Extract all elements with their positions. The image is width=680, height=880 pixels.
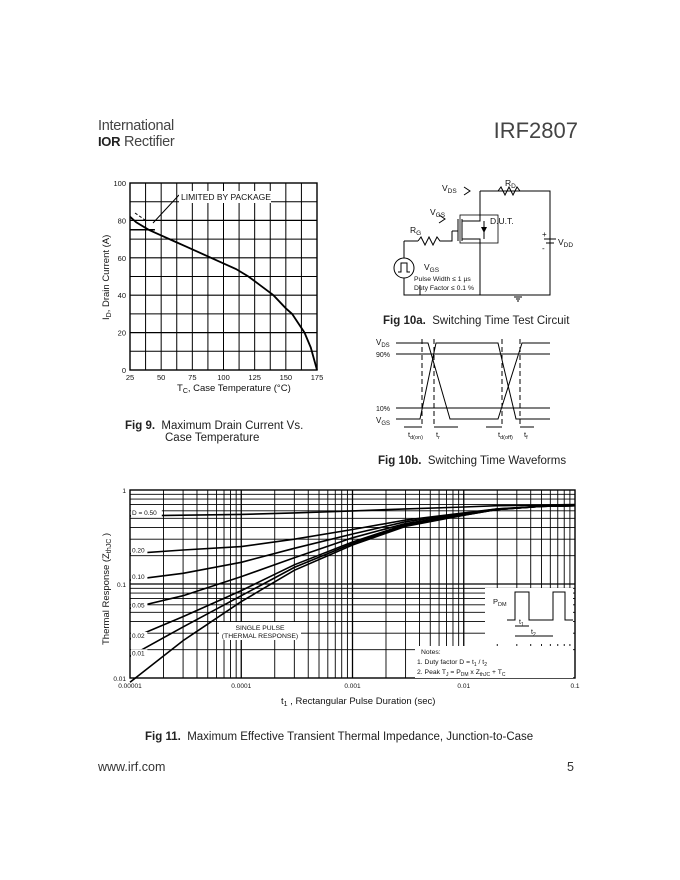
wf-label-90: 90% bbox=[376, 352, 391, 359]
footer-page-number: 5 bbox=[567, 760, 574, 774]
fig10b-caption-label: Fig 10b. bbox=[378, 455, 422, 467]
fig9-xtick: 175 bbox=[310, 373, 324, 382]
fig11-xtick: 0.001 bbox=[344, 683, 361, 690]
ior-mark: IOR bbox=[98, 134, 121, 149]
pulse-inset-pdm: $P_{DM}$ bbox=[493, 597, 507, 608]
fig9-xtick: 100 bbox=[217, 373, 230, 382]
fig9-annotation-line bbox=[153, 195, 179, 223]
fig9-annotation: LIMITED BY PACKAGE bbox=[181, 192, 271, 202]
fig9-xtick: 150 bbox=[279, 373, 293, 382]
fig9-xtick: 125 bbox=[248, 373, 261, 382]
notes-title: Notes: bbox=[421, 649, 441, 656]
pulse-inset-t1-label: $t_1$ bbox=[519, 619, 524, 628]
label-vds: $V_{DS}$ bbox=[442, 183, 457, 195]
fig11-series-label: 0.20 bbox=[132, 547, 145, 555]
fig10a-caption-text: Switching Time Test Circuit bbox=[432, 315, 570, 327]
fig11-series-labels bbox=[131, 509, 162, 657]
pulse-symbol bbox=[398, 263, 410, 272]
fig9-ytick: 40 bbox=[117, 291, 126, 301]
fig11-xtick: 0.00001 bbox=[118, 683, 142, 690]
fig9-grid bbox=[130, 183, 317, 370]
fig9-xtick: 50 bbox=[156, 373, 166, 382]
wf-label-tdon: $t_{d(on)}$ bbox=[408, 430, 423, 441]
label-pulse-vgs: $V_{GS}$ bbox=[424, 262, 440, 274]
fig9-ytick: 60 bbox=[117, 253, 126, 263]
part-number: IRF2807 bbox=[493, 118, 578, 143]
single-pulse-label-1: SINGLE PULSE bbox=[235, 625, 285, 632]
fig11-caption bbox=[145, 731, 533, 743]
diode-triangle bbox=[481, 227, 487, 233]
fig9-caption-text1: Maximum Drain Current Vs. bbox=[161, 420, 304, 432]
mosfet-drain bbox=[462, 211, 480, 221]
company-logo bbox=[98, 119, 188, 150]
wf-label-vds: $V_{DS}$ bbox=[376, 338, 390, 349]
label-vdd: $V_{DD}$ bbox=[558, 237, 574, 249]
label-dut: D.U.T. bbox=[490, 216, 514, 226]
fig9-ytick: 80 bbox=[117, 216, 126, 226]
fig9-caption-label: Fig 9. bbox=[125, 420, 156, 432]
fig10b-waveforms bbox=[370, 335, 580, 445]
footer-url: www.irf.com bbox=[98, 760, 166, 774]
label-duty-factor: Duty Factor ≤ 0.1 % bbox=[414, 285, 475, 292]
brand-line1: International bbox=[98, 118, 174, 134]
mosfet-source bbox=[462, 239, 480, 269]
fig11-caption-label: Fig 11. bbox=[145, 731, 181, 743]
fig10a-caption bbox=[383, 315, 569, 327]
pulse-inset-t2-label: $t_2$ bbox=[531, 629, 536, 638]
single-pulse-label-2: (THERMAL RESPONSE) bbox=[221, 633, 299, 640]
fig11-xtick: 0.01 bbox=[457, 683, 471, 690]
fig11-chart bbox=[95, 480, 585, 710]
note-2: 2. Peak $T_J = P_{DM}$ x $Z_{thJC} + T_C$ bbox=[417, 669, 506, 678]
resistor-rg bbox=[418, 231, 452, 245]
fig9-xtick: 75 bbox=[188, 373, 197, 382]
label-plus: + bbox=[542, 230, 547, 239]
fig9-ytick: 100 bbox=[113, 179, 126, 188]
fig10a-circuit bbox=[380, 175, 590, 305]
vds-arrow bbox=[464, 187, 470, 195]
mosfet-gate bbox=[452, 219, 458, 241]
label-vgs: $V_{GS}$ bbox=[430, 207, 446, 219]
fig9-xlabel: $T_C$, Case Temperature (°C) bbox=[177, 383, 291, 395]
brand-rectifier: Rectifier bbox=[123, 134, 175, 150]
fig11-ytick: 1 bbox=[122, 488, 126, 495]
fig9-ytick: 0 bbox=[121, 366, 126, 375]
fig10a-caption-label: Fig 10a. bbox=[383, 315, 426, 327]
pulse-source bbox=[394, 258, 414, 278]
label-rd: $R_D$ bbox=[505, 178, 516, 190]
fig11-xlabel: $t_1$ , Rectangular Pulse Duration (sec) bbox=[281, 696, 436, 708]
fig9-caption bbox=[125, 420, 303, 444]
note-1: 1. Duty factor $D = t_1 / t_2$ bbox=[417, 659, 487, 668]
wf-label-10: 10% bbox=[376, 406, 391, 413]
fig11-series-label: D = 0.50 bbox=[132, 509, 157, 517]
wf-label-tr: $t_r$ bbox=[436, 430, 440, 441]
fig11-ytick: 0.01 bbox=[113, 676, 126, 683]
label-minus: - bbox=[542, 244, 545, 253]
fig11-xtick: 0.1 bbox=[570, 683, 580, 690]
fig9-ytick: 20 bbox=[117, 328, 126, 338]
label-rg: $R_G$ bbox=[410, 225, 422, 237]
label-pulse-width: Pulse Width ≤ 1 µs bbox=[414, 276, 471, 283]
fig9-annotation-dash bbox=[135, 213, 145, 220]
fig9-caption-text2: Case Temperature bbox=[165, 432, 260, 444]
fig11-series-label: 0.10 bbox=[132, 574, 145, 582]
fig11-series-label: 0.01 bbox=[132, 650, 145, 658]
fig11-caption-text: Maximum Effective Transient Thermal Impedance, Junction-to-Case bbox=[187, 731, 534, 743]
fig9-xtick: 25 bbox=[125, 373, 135, 382]
fig11-xtick: 0.0001 bbox=[231, 683, 252, 690]
fig9-chart bbox=[95, 175, 335, 400]
wf-label-tdoff: $t_{d(off)}$ bbox=[498, 430, 513, 441]
fig11-series-label: 0.02 bbox=[132, 632, 145, 640]
fig10b-caption-text: Switching Time Waveforms bbox=[427, 455, 567, 467]
fig11-series-label: 0.05 bbox=[132, 602, 145, 610]
fig11-ytick: 0.1 bbox=[116, 582, 126, 589]
fig11-ylabel: Thermal Response ($Z_{thJC}$ ) bbox=[101, 532, 113, 645]
wf-label-vgs: $V_{GS}$ bbox=[376, 416, 391, 427]
brand-line2 bbox=[98, 134, 188, 150]
fig10b-caption bbox=[378, 455, 566, 467]
wf-label-tf: $t_f$ bbox=[524, 430, 528, 441]
fig9-ylabel: $I_D$, Drain Current (A) bbox=[101, 234, 113, 320]
